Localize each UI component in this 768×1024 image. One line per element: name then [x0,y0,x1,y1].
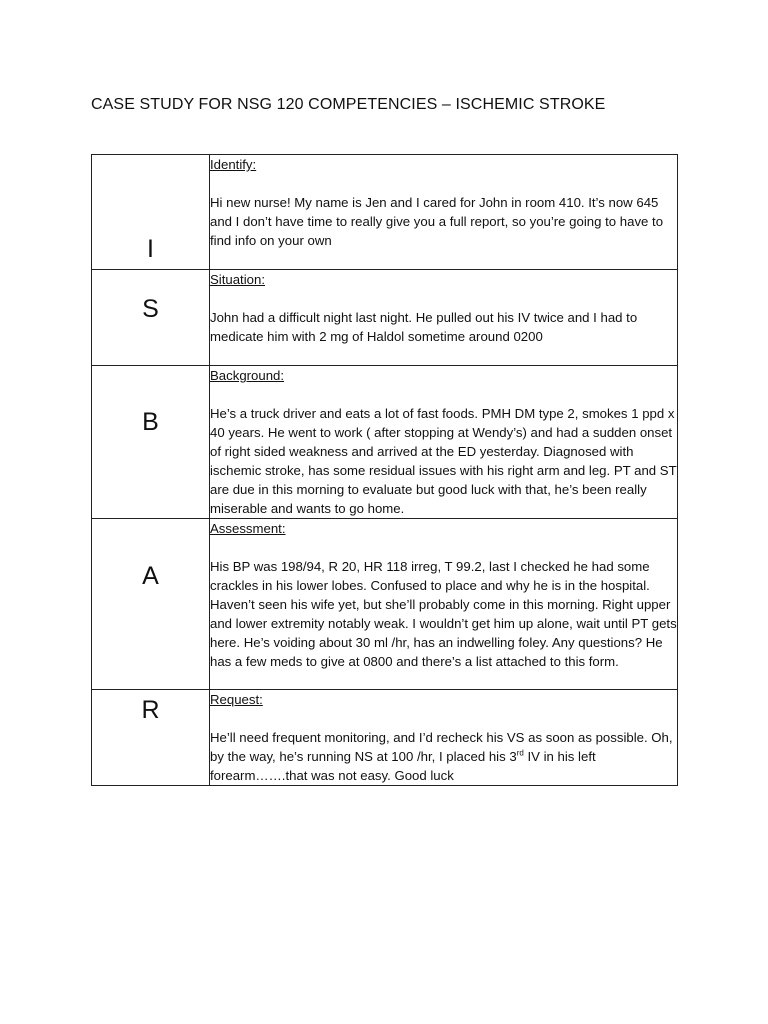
table-row-situation [92,270,678,366]
isbar-letter-s: S [142,295,159,323]
assessment-heading: Assessment: [210,521,286,536]
situation-heading: Situation: [210,272,265,287]
request-cell [210,690,678,786]
situation-text: John had a difficult night last night. He pulled out his IV twice and I had to medicate him with 2 mg of Haldol sometime around 0200 [210,310,638,344]
table-row-assessment [92,519,678,690]
table-row-request [92,690,678,786]
letter-cell-b [92,366,210,519]
request-text-superscript: rd [516,748,524,758]
table-row-background [92,366,678,519]
letter-cell-s [92,270,210,366]
situation-cell [210,270,678,366]
assessment-cell [210,519,678,690]
background-text: He’s a truck driver and eats a lot of fast foods. PMH DM type 2, smokes 1 ppd x 40 years. He went to work ( after stopping at Wendy’s) and had a sudden onset of right sided weakness and arrived at the ED yesterday. Diagnosed with ischemic stroke, has some residual issues with his right arm and leg. PT and ST are due in this morning to evaluate but good luck with that, he’s been really miserable and wants to go home. [210,406,677,516]
request-text-part-1: He’ll need frequent monitoring, and I’d recheck his VS as soon as possible. Oh, by the way, he’s running NS at 100 /hr, I placed his 3 [210,730,673,764]
identify-cell [210,155,678,270]
isbar-letter-b: B [142,408,159,436]
identify-heading: Identify: [210,157,257,172]
isbar-letter-a: A [142,562,159,590]
letter-cell-i [92,155,210,270]
background-heading: Background: [210,368,285,383]
request-text [210,728,677,785]
assessment-text: His BP was 198/94, R 20, HR 118 irreg, T 99.2, last I checked he had some crackles in his lower lobes. Confused to place and why he is in the hospital. Haven’t seen his wife yet, but she’ll probably come in this morning. Right upper and lower extremity notably weak. I wouldn’t get him up alone, wait until PT gets here. He’s voiding about 30 ml /hr, has an indwelling foley. Any questions? He has a few meds to give at 0800 and there’s a list attached to this form. [210,559,677,669]
isbar-letter-r: R [141,696,160,724]
request-heading: Request: [210,692,263,707]
table-row-identify [92,155,678,270]
background-cell [210,366,678,519]
document-title: CASE STUDY FOR NSG 120 COMPETENCIES – ISCHEMIC STROKE [91,96,606,113]
identify-text: Hi new nurse! My name is Jen and I cared for John in room 410. It’s now 645 and I don’t have time to really give you a full report, so you’re going to have to find info on your own [210,195,664,248]
isbar-table [91,154,678,786]
request-text-part-2: IV in his left forearm…….that was not easy. Good luck [210,749,596,783]
isbar-letter-i: I [147,235,154,263]
letter-cell-a [92,519,210,690]
letter-cell-r [92,690,210,786]
